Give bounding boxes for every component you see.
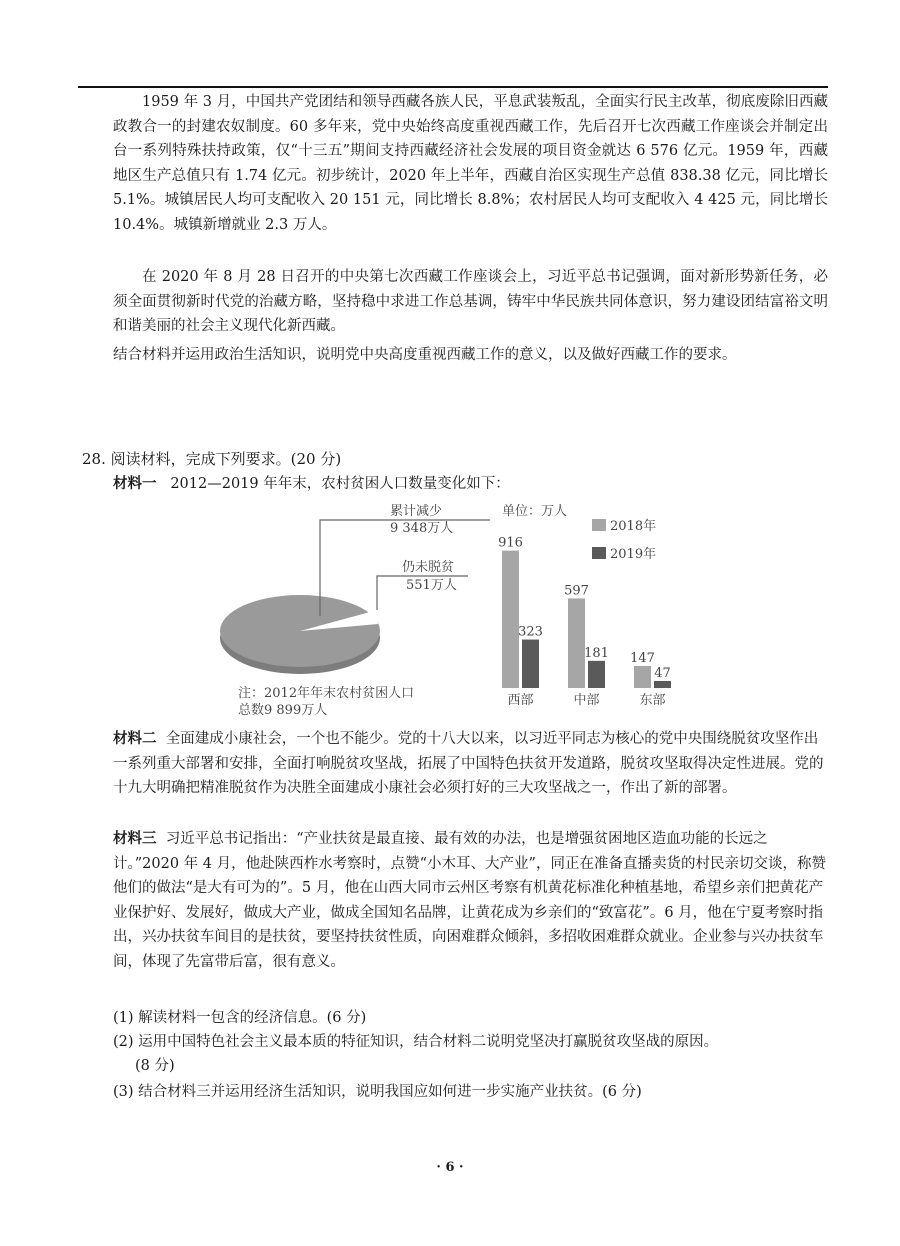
legend-label-2018: 2018年 [610, 519, 657, 534]
sub-question-2: (2) 运用中国特色社会主义最本质的特征知识，结合材料二说明党坚决打赢脱贫攻坚战的原因。 [113, 1034, 719, 1050]
sub-question-1: (1) 解读材料一包含的经济信息。(6 分) [113, 1010, 367, 1026]
category-label-east: 东部 [639, 693, 666, 708]
material-3 [113, 827, 828, 974]
pie-remaining-value: 551万人 [406, 578, 457, 593]
bar-east-2018 [634, 666, 651, 688]
bar-central-2018 [568, 598, 585, 688]
sub-question-2-score: (8 分) [135, 1058, 175, 1074]
bar-value-west-2019: 323 [518, 624, 543, 640]
pie-note-line-2: 总数9 899万人 [238, 703, 328, 718]
bar-value-central-2019: 181 [584, 645, 609, 661]
sub-question-3: (3) 结合材料三并运用经济生活知识，说明我国应如何进一步实施产业扶贫。(6 分) [113, 1084, 642, 1100]
material-2-text: 全面建成小康社会，一个也不能少。党的十八大以来，以习近平同志为核心的党中央围绕脱贫攻坚作出一系列重大部署和安排，全面打响脱贫攻坚战，拓展了中国特色扶贫开发道路，脱贫攻坚取得决定性进展。党的十九大明确把精准脱贫作为决胜全面建成小康社会必须打好的三大攻坚战之一，作出了新的部署。 [113, 731, 824, 796]
material-3-label: 材料三 [113, 830, 157, 847]
category-label-central: 中部 [573, 693, 600, 708]
tibet-question: 结合材料并运用政治生活知识，说明党中央高度重视西藏工作的意义，以及做好西藏工作的要求。 [113, 347, 737, 363]
legend-label-2019: 2019年 [610, 547, 657, 562]
bar-value-east-2019: 47 [654, 665, 671, 681]
material-3-text: 习近平总书记指出：“产业扶贫是最直接、最有效的办法，也是增强贫困地区造血功能的长远之计。”2020 年 4 月，他赴陕西柞水考察时，点赞“小木耳、大产业”，同正在准备直播卖货的村民亲切交谈，称赞他们的做法“是大有可为的”。5 月，他在山西大同市云州区考察有机黄花标准化种植基地，希望乡亲们把黄花产业保护好、发展好，做成大产业，做成全国知名品牌，让黄花成为乡亲们的“致富花”。6 月，他在宁夏考察时指出，兴办扶贫车间目的是扶贫，要坚持扶贫性质，向困难群众倾斜，多招收困难群众就业。企业参与兴办扶贫车间，体现了先富带后富，很有意义。 [113, 831, 826, 970]
pie-reduced-label: 累计减少 [390, 504, 443, 519]
bar-west-2018 [502, 551, 519, 688]
poverty-chart [220, 498, 700, 720]
header-rule [78, 86, 828, 88]
bar-west-2019 [522, 640, 539, 688]
bar-central-2019 [588, 661, 605, 688]
material-2-label: 材料二 [113, 730, 157, 747]
material-1-text: 2012—2019 年年末，农村贫困人口数量变化如下： [170, 476, 510, 492]
pie-reduced-value: 9 348万人 [390, 521, 454, 536]
unit-label: 单位：万人 [502, 504, 568, 519]
bar-value-west-2018: 916 [498, 535, 523, 551]
pie-remaining-label: 仍未脱贫 [402, 560, 455, 575]
material-1 [113, 472, 510, 493]
pie-note-line-1: 注：2012年年末农村贫困人口 [238, 686, 415, 701]
page-number: · 6 · [436, 1160, 464, 1175]
tibet-material-paragraph-1: 1959 年 3 月，中国共产党团结和领导西藏各族人民，平息武装叛乱，全面实行民主改革，彻底废除旧西藏政教合一的封建农奴制度。60 多年来，党中央始终高度重视西藏工作，先后召开七次西藏工作座谈会并制定出台一系列特殊扶持政策，仅“十三五”期间支持西藏经济社会发展的项目资金就达 6 576 亿元。1959 年，西藏地区生产总值只有 1.74 亿元。初步统计，2020 年上半年，西藏自治区实现生产总值 838.38 亿元，同比增长 5.1%。城镇居民人均可支配收入 20 151 元，同比增长 8.8%；农村居民人均可支配收入 4 425 元，同比增长 10.4%。城镇新增就业 2.3 万人。 [113, 94, 828, 233]
material-2 [113, 727, 828, 801]
question-28-heading: 28. 阅读材料，完成下列要求。(20 分) [82, 450, 342, 468]
bar-value-central-2018: 597 [564, 583, 589, 599]
legend-swatch-2019 [592, 547, 606, 559]
bar-east-2019 [654, 681, 671, 688]
bar-value-east-2018: 147 [630, 650, 655, 666]
material-1-label: 材料一 [113, 475, 157, 492]
tibet-material-paragraph-2: 在 2020 年 8 月 28 日召开的中央第七次西藏工作座谈会上，习近平总书记强调，面对新形势新任务，必须全面贯彻新时代党的治藏方略，坚持稳中求进工作总基调，铸牢中华民族共同体意识，努力建设团结富裕文明和谐美丽的社会主义现代化新西藏。 [113, 269, 828, 334]
legend-swatch-2018 [592, 519, 606, 531]
category-label-west: 西部 [507, 693, 534, 708]
